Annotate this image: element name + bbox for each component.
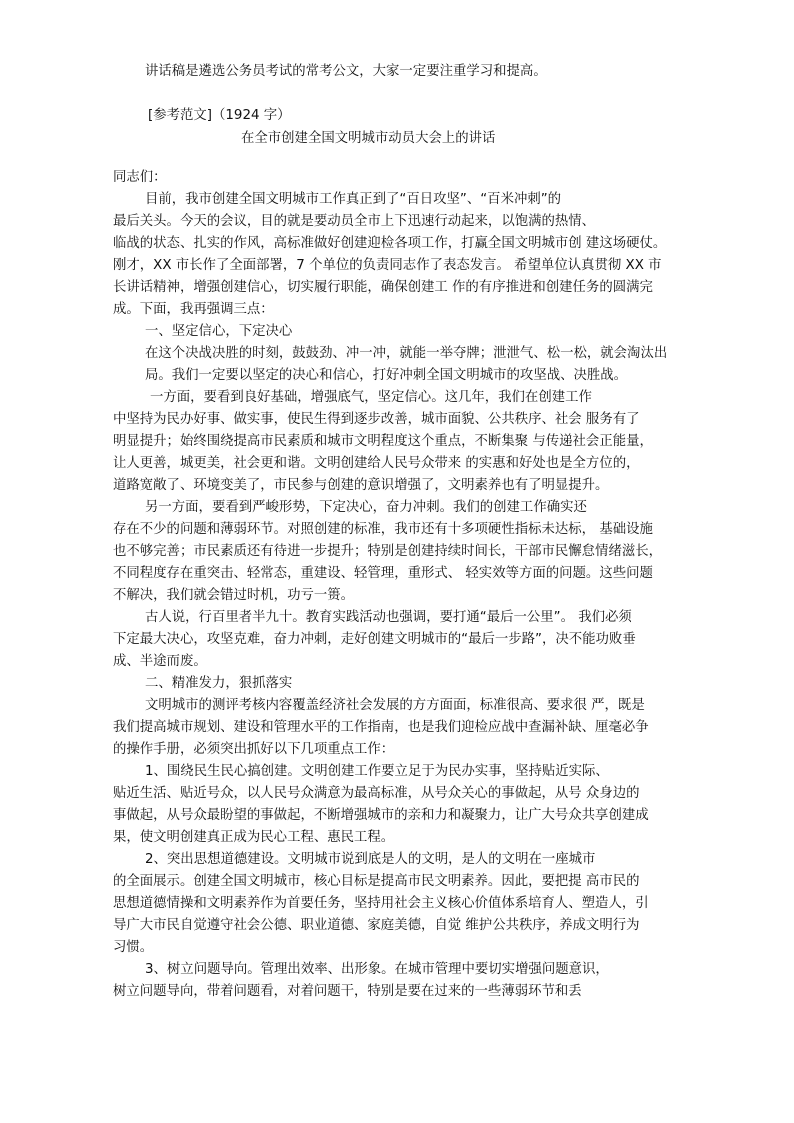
body-line: 长讲话精神，增强创建信心，切实履行职能，确保创建工 作的有序推进和创建任务的圆满完 bbox=[113, 280, 653, 295]
body-line: 2、突出思想道德建设。文明城市说到底是人的文明，是人的文明在一座城市 bbox=[145, 852, 596, 867]
body-line: 明显提升；始终围绕提高市民素质和城市文明程度这个重点，不断集聚 与传递社会正能量， bbox=[113, 434, 653, 449]
body-line: 目前，我市创建全国文明城市工作真正到了“百日攻坚”、“百米冲刺”的 bbox=[145, 192, 562, 207]
body-line: 下定最大决心，攻坚克难，奋力冲刺，走好创建文明城市的“最后一步路”，决不能功败垂 bbox=[113, 632, 636, 647]
body-line: 另一方面，要看到严峻形势，下定决心，奋力冲刺。我们的创建工作确实还 bbox=[145, 500, 587, 515]
body-line: 刚才，XX 市长作了全面部署，7 个单位的负责同志作了表态发言。 希望单位认真贯彻 XX 市 bbox=[113, 258, 662, 273]
body-line: 事做起，从号众最盼望的事做起，不断增强城市的亲和力和凝聚力，让广大号众共享创建成 bbox=[113, 808, 649, 823]
body-line: 成。下面，我再强调三点： bbox=[113, 302, 274, 317]
body-line: 存在不少的问题和薄弱环节。对照创建的标准，我市还有十多项硬性指标未达标， 基础设施 bbox=[113, 522, 653, 537]
body-line: 一方面，要看到良好基础，增强底气，坚定信心。这几年，我们在创建工作 bbox=[150, 390, 592, 405]
body-line: 古人说，行百里者半九十。教育实践活动也强调，要打通“最后一公里”。 我们必须 bbox=[145, 610, 632, 625]
body-line: 局。我们一定要以坚定的决心和信心，打好冲刺全国文明城市的攻坚战、决胜战。 bbox=[145, 368, 628, 383]
body-line: 我们提高城市规划、建设和管理水平的工作指南，也是我们迎检应战中查漏补缺、厘毫必争 bbox=[113, 720, 649, 735]
salutation: 同志们： bbox=[113, 170, 167, 185]
body-line: 不同程度存在重突击、轻常态，重建设、轻管理，重形式、 轻实效等方面的问题。这些问题 bbox=[113, 566, 653, 581]
body-line: 果，使文明创建真正成为民心工程、惠民工程。 bbox=[113, 830, 395, 845]
body-line: 导广大市民自觉遵守社会公德、职业道德、家庭美德，自觉 维护公共秩序，养成文明行为 bbox=[113, 918, 640, 933]
body-line: 中坚持为民办好事、做实事，使民生得到逐步改善，城市面貌、公共秩序、社会 服务有了 bbox=[113, 412, 640, 427]
body-line: 树立问题导向，带着问题看，对着问题干，特别是要在过来的一些薄弱环节和丢 bbox=[113, 984, 582, 999]
body-line: 道路宽敞了、环境变美了，市民参与创建的意识增强了，文明素养也有了明显提升。 bbox=[113, 478, 609, 493]
section-heading-1: 一、坚定信心，下定决心 bbox=[145, 324, 293, 339]
body-line: 的全面展示。创建全国文明城市，核心目标是提高市民文明素养。因此，要把提 高市民的 bbox=[113, 874, 640, 889]
body-line: 习惯。 bbox=[113, 940, 154, 955]
body-line: 3、树立问题导向。管理出效率、出形象。在城市管理中要切实增强问题意识， bbox=[145, 962, 609, 977]
body-line: 最后关头。今天的会议，目的就是要动员全市上下迅速行动起来，以饱满的热情、 bbox=[113, 214, 596, 229]
body-line: 在这个决战决胜的时刻，鼓鼓劲、冲一冲，就能一举夺牌；泄泄气、松一松，就会淘汰出 bbox=[145, 346, 668, 361]
body-line: 让人更善，城更美，社会更和谐。文明创建给人民号众带来 的实惠和好处也是全方位的， bbox=[113, 456, 640, 471]
body-line: 也不够完善；市民素质还有待进一步提升；特别是创建持续时间长，干部市民懈怠情绪滋长， bbox=[113, 544, 663, 559]
body-line: 贴近生活、贴近号众，以人民号众满意为最高标准，从号众关心的事做起，从号 众身边的 bbox=[113, 786, 640, 801]
document-title: 在全市创建全国文明城市动员大会上的讲话 bbox=[241, 131, 496, 146]
body-line: 临战的状态、扎实的作风，高标准做好创建迎检各项工作，打赢全国文明城市创 建这场硬仗。 bbox=[113, 236, 667, 251]
section-heading-2: 二、精准发力，狠抓落实 bbox=[145, 676, 293, 691]
body-line: 1、围绕民生民心搞创建。文明创建工作要立足于为民办实事，坚持贴近实际、 bbox=[145, 764, 609, 779]
body-line: 文明城市的测评考核内容覆盖经济社会发展的方方面面，标准很高、要求很 严，既是 bbox=[145, 698, 645, 713]
intro-text: 讲话稿是遴选公务员考试的常考公文，大家一定要注重学习和提高。 bbox=[145, 64, 547, 79]
body-line: 不解决，我们就会错过时机，功亏一篑。 bbox=[113, 588, 355, 603]
reference-label: [参考范文]（1924 字） bbox=[148, 108, 291, 123]
body-line: 的操作手册，必须突出抓好以下几项重点工作： bbox=[113, 742, 395, 757]
body-line: 思想道德情操和文明素养作为首要任务，坚持用社会主义核心价值体系培育人、塑造人，引 bbox=[113, 896, 649, 911]
body-line: 成、半途而废。 bbox=[113, 654, 207, 669]
